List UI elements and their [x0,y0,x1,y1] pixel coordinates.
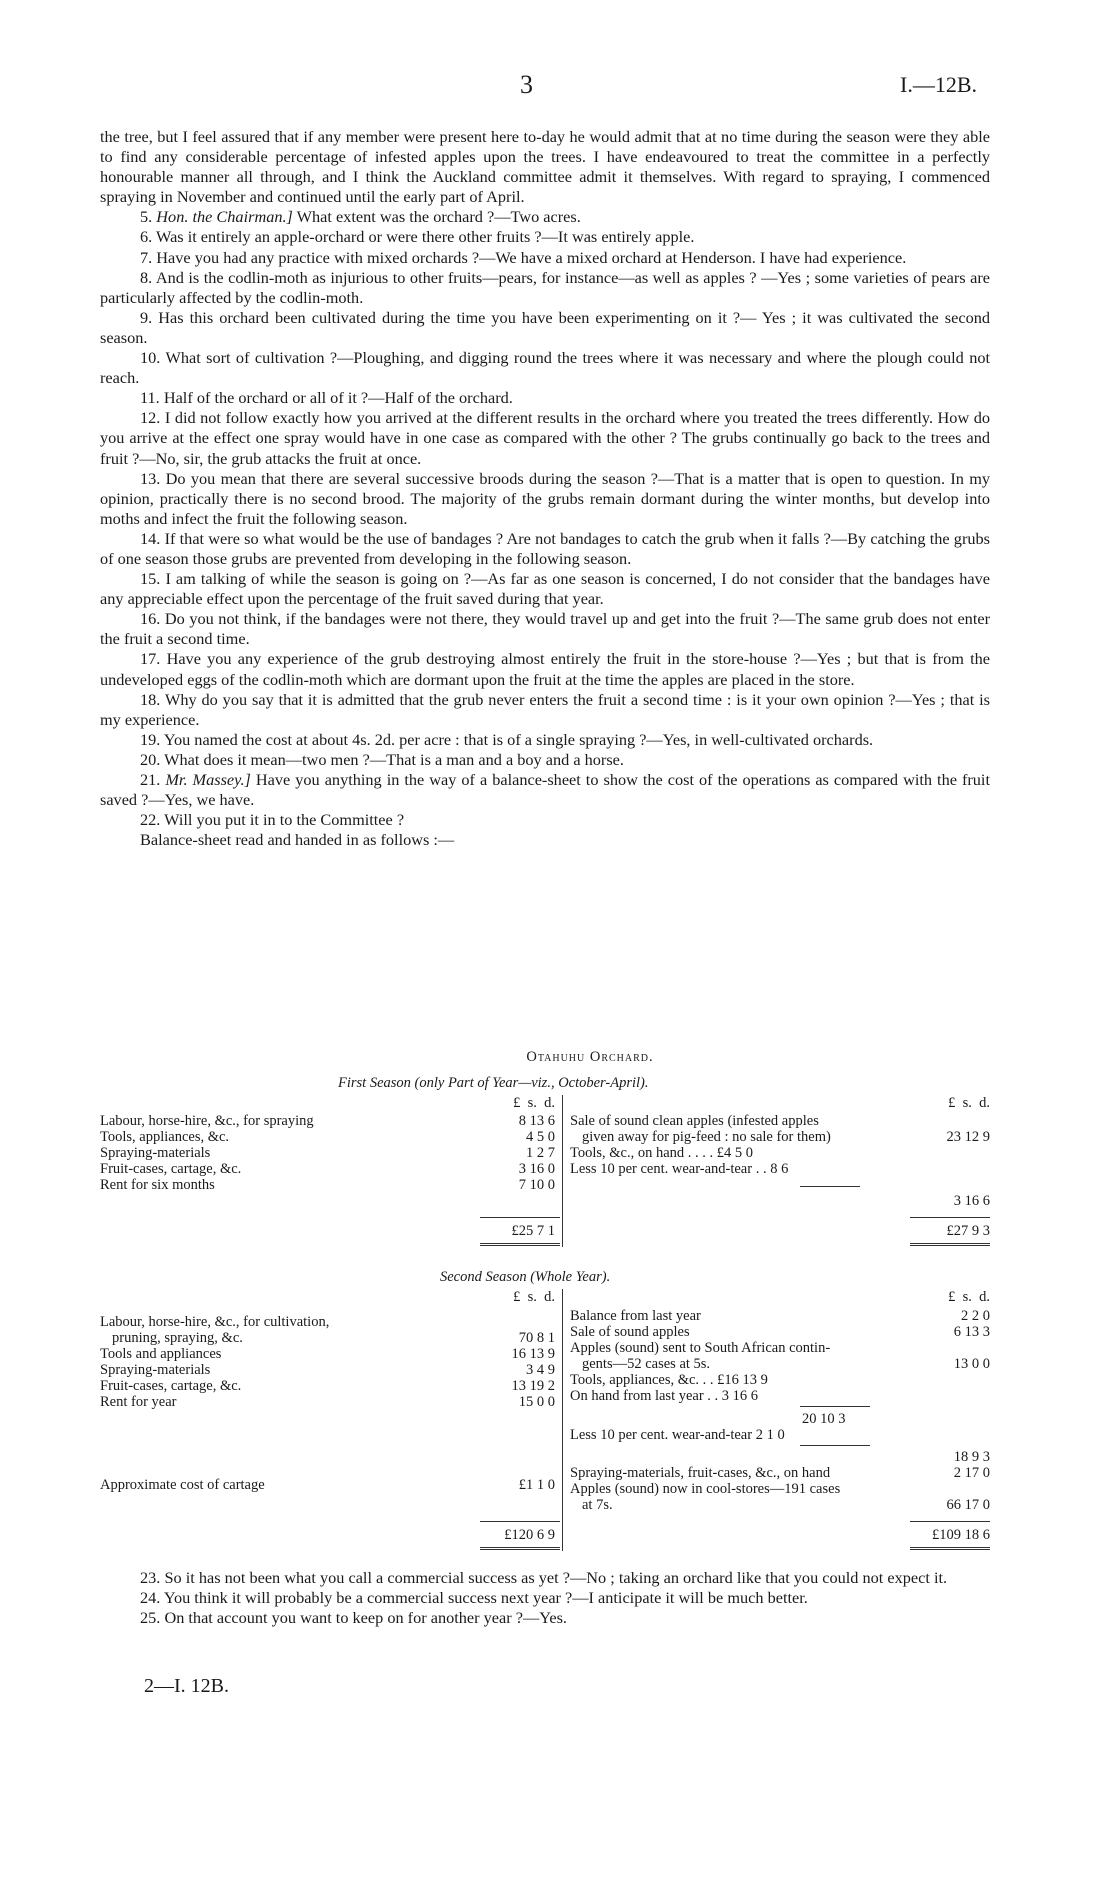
fs-right-row: given away for pig-feed : no sale for them) [582,1129,831,1145]
second-season-heading: Second Season (Whole Year). [440,1269,611,1285]
question-12: 12. I did not follow exactly how you arrived at the different results in the orchard where you treated the trees differently. How do you arrive at the effect one spray would have in one case as compared with the other ? The grubs continually go back to the trees and fruit ?—No, sir, the grub attacks the fruit at once. [100,408,990,468]
ss-right-row: Balance from last year [570,1308,701,1324]
column-divider [562,1289,563,1551]
first-season-left-currency-header: £ s. d. [513,1095,555,1111]
ss-right-row: Apples (sound) now in cool-stores—191 cases [570,1481,841,1497]
question-21: 21. Mr. Massey.] Have you anything in the way of a balance-sheet to show the cost of the operations as compared with the fruit saved ?—Yes, we have. [100,770,990,810]
closing-text [100,1568,990,1628]
balance-sheet-title: Otahuhu Orchard. [526,1049,654,1065]
ss-left-total: £120 6 9 [504,1527,555,1543]
question-6: 6. Was it entirely an apple-orchard or were there other fruits ?—It was entirely apple. [140,227,695,247]
speaker-label: Mr. Massey.] [165,770,251,789]
document-reference: I.—12B. [900,72,977,97]
question-8: 8. And is the codlin-moth as injurious to other fruits—pears, for instance—as well as apples ? —Yes ; some varieties of pears are particularly affected by the codlin-moth. [100,267,991,307]
fs-left-row: Rent for six months [100,1177,215,1193]
ss-right-total: £109 18 6 [932,1527,990,1543]
total-double-rule [910,1243,990,1246]
subtotal-rule [800,1186,860,1187]
question-19: 19. You named the cost at about 4s. 2d. per acre : that is of a single spraying ?—Yes, in well-cultivated orchards. [140,729,874,749]
total-rule [910,1521,990,1522]
column-divider [562,1095,563,1247]
evidence-text [100,127,990,850]
total-rule [480,1521,560,1522]
question-15: 15. I am talking of while the season is going on ?—As far as one season is concerned, I do not consider that the bandages have any appreciable effect upon the percentage of the fruit saved during that year. [100,569,990,609]
ss-right-amount: 2 17 0 [953,1465,990,1481]
ss-left-row: Tools and appliances [100,1346,222,1362]
ss-right-row: gents—52 cases at 5s. [582,1356,711,1372]
ss-right-amount: 66 17 0 [946,1497,990,1513]
total-rule [910,1217,990,1218]
ss-left-row: Spraying-materials [100,1362,211,1378]
ss-right-row: Tools, appliances, &c. . . £16 13 9 [570,1372,768,1388]
balance-sheet-intro: Balance-sheet read and handed in as follows :— [140,830,455,850]
first-season-heading: First Season (only Part of Year—viz., October-April). [338,1075,649,1091]
ss-left-row: Fruit-cases, cartage, &c. [100,1378,242,1394]
question-9: 9. Has this orchard been cultivated during the time you have been experimenting on it ?— Yes ; it was cultivated the second season. [100,307,990,347]
ss-right-row: at 7s. [582,1497,613,1513]
second-season-right-currency-header: £ s. d. [948,1289,990,1305]
fs-left-amount: 1 2 7 [526,1145,555,1161]
question-20: 20. What does it mean—two men ?—That is a man and a boy and a horse. [140,749,624,769]
question-10: 10. What sort of cultivation ?—Ploughing, and digging round the trees where it was necessary and where the plough could not reach. [100,348,990,388]
question-25: 25. On that account you want to keep on for another year ?—Yes. [140,1608,567,1628]
ss-right-amount: 6 13 3 [953,1324,990,1340]
subtotal-rule [800,1406,870,1407]
subtotal-rule [800,1445,870,1446]
fs-right-row: Tools, &c., on hand . . . . £4 5 0 [570,1145,754,1161]
fs-left-row: Tools, appliances, &c. [100,1129,230,1145]
paragraph-continuation: the tree, but I feel assured that if any member were present here to-day he would admit that at no time during the season were they able to find any considerable percentage of infested apples upon the trees. I have endeavoured to treat the committee in a perfectly honourable manner all through, and I think the Auckland committee admit it themselves. With regard to spraying, I commenced spraying in November and continued until the early part of April. [100,127,990,207]
ss-right-row: Less 10 per cent. wear-and-tear 2 1 0 [570,1427,785,1443]
fs-right-row: Less 10 per cent. wear-and-tear . . 8 6 [570,1161,789,1177]
fs-left-row: Labour, horse-hire, &c., for spraying [100,1113,314,1129]
fs-left-row: Spraying-materials [100,1145,211,1161]
total-rule [480,1217,560,1218]
total-double-rule [480,1547,560,1550]
fs-left-total: £25 7 1 [511,1223,555,1239]
fs-right-row: Sale of sound clean apples (infested apples [570,1113,819,1129]
question-5: 5. Hon. the Chairman.] What extent was the orchard ?—Two acres. [140,207,581,227]
question-24: 24. You think it will probably be a commercial success next year ?—I anticipate it will be much better. [140,1588,808,1608]
second-season-left-currency-header: £ s. d. [513,1289,555,1305]
signature-mark: 2—I. 12B. [144,1675,229,1697]
ss-left-amount: 13 19 2 [511,1378,555,1394]
ss-left-row: pruning, spraying, &c. [112,1330,243,1346]
ss-left-amount: £1 1 0 [518,1477,555,1493]
fs-left-amount: 3 16 0 [518,1161,555,1177]
fs-right-amount: 23 12 9 [946,1129,990,1145]
ss-right-amount: 2 2 0 [961,1308,990,1324]
ss-right-row: Sale of sound apples [570,1324,690,1340]
fs-left-amount: 4 5 0 [526,1129,555,1145]
fs-right-amount: 3 16 6 [953,1193,990,1209]
ss-left-row: Labour, horse-hire, &c., for cultivation, [100,1314,330,1330]
first-season-right-currency-header: £ s. d. [948,1095,990,1111]
ss-right-row: On hand from last year . . 3 16 6 [570,1388,759,1404]
ss-right-row: Spraying-materials, fruit-cases, &c., on hand [570,1465,831,1481]
question-13: 13. Do you mean that there are several successive broods during the season ?—That is a matter that is open to question. In my opinion, practically there is no second brood. The majority of the grubs remain dormant during the winter months, but develop into moths and infect the fruit the following season. [100,468,990,528]
ss-left-amount: 3 4 9 [526,1362,555,1378]
total-double-rule [910,1547,990,1550]
fs-right-total: £27 9 3 [946,1223,990,1239]
fs-left-amount: 7 10 0 [518,1177,555,1193]
question-14: 14. If that were so what would be the use of bandages ? Are not bandages to catch the grub when it falls ?—By catching the grubs of one season those grubs are prevented from developing in the following season. [100,528,990,568]
ss-left-amount: 16 13 9 [511,1346,555,1362]
ss-left-row: Approximate cost of cartage [100,1477,265,1493]
question-18: 18. Why do you say that it is admitted that the grub never enters the fruit a second time : is it your own opinion ?—Yes ; that is my experience. [100,689,990,729]
fs-left-row: Fruit-cases, cartage, &c. [100,1161,242,1177]
ss-left-amount: 70 8 1 [518,1330,555,1346]
ss-right-row: 20 10 3 [802,1411,846,1427]
ss-right-row: Apples (sound) sent to South African contin- [570,1340,831,1356]
question-23: 23. So it has not been what you call a commercial success as yet ?—No ; taking an orchard like that you could not expect it. [140,1568,948,1587]
question-7: 7. Have you had any practice with mixed orchards ?—We have a mixed orchard at Henderson. I have had experience. [140,247,907,267]
speaker-label: Hon. the Chairman.] [156,207,293,227]
question-16: 16. Do you not think, if the bandages were not there, they would travel up and get into the fruit ?—The same grub does not enter the fruit a second time. [100,609,990,649]
page-number: 3 [520,70,533,99]
question-11: 11. Half of the orchard or all of it ?—Half of the orchard. [140,388,513,408]
fs-left-amount: 8 13 6 [518,1113,555,1129]
question-22: 22. Will you put it in to the Committee ? [140,810,405,830]
ss-right-amount: 13 0 0 [953,1356,990,1372]
ss-right-amount: 18 9 3 [953,1449,990,1465]
ss-left-row: Rent for year [100,1394,177,1410]
question-17: 17. Have you any experience of the grub destroying almost entirely the fruit in the store-house ?—Yes ; but that is from the undeveloped eggs of the codlin-moth which are dormant upon the fruit at the time the apples are placed in the store. [100,649,990,689]
ss-left-amount: 15 0 0 [518,1394,555,1410]
total-double-rule [480,1243,560,1246]
